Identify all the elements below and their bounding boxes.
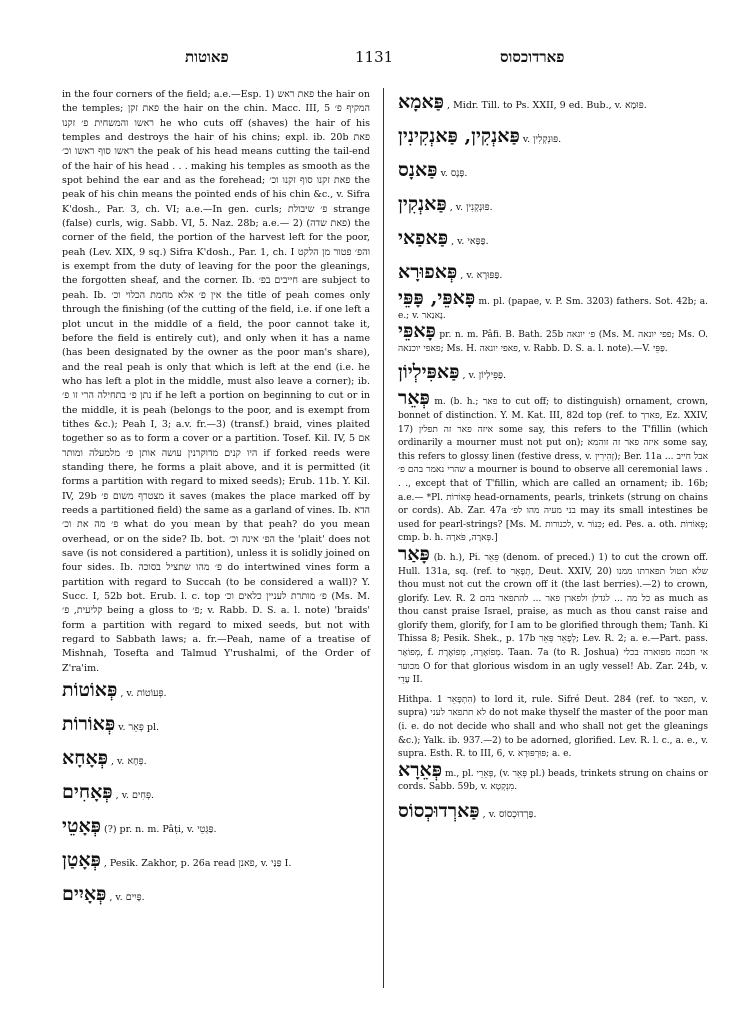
entry [398,320,708,356]
headword: פְּאָטַן [62,849,101,872]
entry [398,797,708,829]
headword: פְּאָחָא [62,747,108,770]
entry [62,744,370,776]
entry [398,122,708,154]
entry-text: m., pl. פְּאֵרֵי, (v. פְּאֵר pl.) beads, trinkets strung on chains or cords. Sabb. 59b, v. מִנְקְטָא. [398,768,708,793]
page-header [0,48,750,70]
entry [398,287,709,323]
entry-text: , v. פּוּנְקְנִין. [449,202,493,213]
headword: פָּאַר [398,542,430,565]
headword: פַּאנָס [398,159,438,181]
headword: פַּאמָא [398,91,444,113]
headword: פַּאפִּילְיוֹן [398,361,460,384]
headword: פְּאוֹרוֹת [62,713,116,736]
right-column [398,88,708,831]
entry-text: m. pl. (papae, v. P. Sm. 3203) fathers. Sot. 42b; a. e.; v. נָאנַאר. [398,297,709,321]
entry-text: Hithpa. הִתְפָּאֵר 1) to lord it, rule. Sifré Deut. 284 (ref. to תפאר, v. supra) לא תתפאר לעני do not make thyself the master of the poor man (i. e. do not decide who shall and who shall not get the gleanings &c.); Yalk. ib. 937.—2) to be adorned, glorified. Lev. R. l. c., a. e., v. supra. Esth. R. to III, 6, v. פּוּרְפּוּרָא; a. e. [398,694,708,760]
running-head-left: פארדוכסוס [500,48,565,66]
entry [398,156,708,188]
entry-text: v. פּוּנְקְלִין. [522,134,562,145]
headword: פְּאפוּרָא [398,261,458,283]
entry [62,880,370,912]
entry [62,778,370,810]
entry-text: (?) pr. n. m. Pâṭi, v. פַּגְּטֵי. [104,824,217,836]
entry-peah-continuation: in the four corners of the field; a.e.—Esp. 1) פאת ראש the hair on the temples; פאת זקן the hair on the chin. Macc. III, 5 המקיף פ׳ ראשו והמשחית פ׳ זקנו he who cuts off (shaves) the hair of his temples and destroys the hair of his chins; expl. ib. 20b פאת ראשו סוף ראשו וכ׳ the peak of his head means cutting the tail-end of the hair of his head . . . making his temples as smooth as the spot behind the ear and as the forehead; פאת זקנו סוף זקנו וכ׳ the peak of his chin means the pointed ends of his chin &c., v. Sifra K'dosh., Par. 3, ch. VI; a.e.—In gen. curls; פ׳ שיבולת strange (false) curls, wig. Sabb. VI, 5. Naz. 28b; a.e.— 2) (פאת שדה) the corner of the field, the portion of the harvest left for the poor, peah (Lev. XIX, 9 sq.) Sifra K'dosh., Par. 1, ch. I והפ׳ פטור מן הלקט is exempt from the duty of leaving for the poor the gleanings, the forgotten sheaf, and the corner. Ib. חייבים בפ׳ are subject to peah. Ib. אין פ׳ אלא מחמת הכלוי וכ׳ the title of peah comes only through the finishing (of the cutting of the field, i.e. if one left a plot uncut in the middle of a field, the poor cannot take it, before the field is entirely cut), and only when it has a name (has been designated by the owner as the poor man's share), and the real peah is only that which is left at the end (i.e. he who has left a plot in the middle, must also leave a corner); ib. נתן פ׳ בתחילה הרי זו פ׳ if he left a portion on beginning to cut or in the middle, it is peah (belongs to the poor, and is exempt from tithes &c.); Peah I, 3; a.v. fr.—3) (transf.) braid, vines plaited together so as to form a cover or a partition. Tosef. Kil. IV, 5 אם היו קנים מדוקרנין עושה אותן פ׳ מלמעלה ומותר if forked reeds were standing there, he forms a plait above, and it is permitted (it forms a partition with regard to mixed seeds); Erub. 11b. Y. Kil. IV, 29b מצטרף משום פ׳ it saves (makes the place marked off by reeds a partitioned field) the same as a garland of vines. Ib. הדא פ׳ מה את וכ׳ what do you mean by that peah? do you mean overhead, or on the side? Ib. bot. הפ׳ אינה וכ׳ the 'plait' does not save (is not considered a partition), unless it is solidly joined on four sides. Ib. פ׳ מהו שתציל בסוכה do intertwined vines form a partition with regard to Succah (to be considered a wall)? Y. Succ. I, 52b bot. Erub. l. c. top פ׳ מותרת לעניין כלאים וכ׳ (Ms. M. קליעית, פ׳ being a gloss to פ׳; v. Rabb. D. S. a. l. note) 'braids' form a partition with regard to mixed seeds, but not with regard to Sabbath laws; a. fr.—Peah, name of a treatise of Mishnah, Tosefta and Talmud Y'rushalmi, of the Order of Z'ra'im. [62,89,371,674]
headword: פַּארְדוּכְסוֹס [398,800,480,822]
column-divider [383,88,384,988]
headword: פְּאָחִים [62,781,113,804]
entry-text: , Pesik. Zakhor, p. 26a read פאנן, v. פַּנַּי I. [103,858,292,870]
entry-text: , v. פַּפִּילְיוֹן. [462,370,507,382]
entry-text: (b. h.), Pi. פֵּאֵר (denom. of preced.) 1) to cut the crown off. Hull. 131a, sq. (ref. to תְפָאֵר, Deut. XXIV, 20) שלא תטול תפארתו ממנו thou must not cut the crown off it (the last berries).—2) to crown, glorify. Lev. R. 2 כל מה ... לגדלן ולפארן פאר ... להתפאר בהם as much as thou canst praise Israel, praise, as much as thou canst raise and glorify them, glorify, for I am to be glorified through them; Tanh. Ki Thissa 8; Pesik. Shek., p. 17b לְפָאֵר פְּאֵר; Lev. R. 2; a. e.—Part. pass. מְפוֹאָר, f. מְפוֹאָרָה, מְפוֹאֶרֶת. Taan. 7a (to R. Joshua) אי חכמה מפוארה בכלי מכוער O for that glorious wisdom in an ugly vessel! Ab. Zar. 24b, v. עָדֵי II. [398,552,709,686]
headword: פַּאנְקִין, פַּאנְקִינִין [398,125,520,147]
entry-text: v. פָּנָס. [440,168,468,179]
entry-text: , v. פְּעוֹטוֹת. [120,688,167,700]
entry-text: pr. n. m. Pâfi. B. Bath. 25b פ׳ יונאה (Ms. M. פפי יונאה; Ms. O. פאפי יוכנאה; Ms. H. פאפי יונאה, v. Rabb. D. S. a. l. note).—V. פַּפֵּי. [398,330,708,354]
entry [398,758,708,795]
entry [398,258,708,290]
entry [398,690,708,762]
headword: פַּאפַאי [398,227,449,249]
entry [398,542,709,688]
entry-text: , v. פְּחִים. [115,790,155,802]
headword: פְּאָיִים [62,883,107,906]
entry [398,190,708,222]
entry [398,88,708,120]
headword: פְּאוֹטוֹת [62,679,118,702]
page-number: 1131 [355,48,394,66]
entry-text: m. (b. h.; פאר to cut off; to distinguish) ornament, crown, bonnet of distinction. Y. M. Kat. III, 82d top (ref. to פארך, Ez. XXIV, 17) איזה פאר זה תפלין some say, this refers to the T'fillin (which ordinarily a mourner must not put on); איזה פאר זה זוהמא some say, this refers to glossy linen (festive dress, v. זְהִירִין); Ber. 11a אבל חייב ... שהרי נאמר בהם פ׳ a mourner is bound to observe all ceremonial laws . . ., except that of T'fillin, which are called an ornament; ib. 16b; a.e.— *Pl. פְּאוֹרוֹת head-ornaments, pearls, trinkets (strung on chains or cords). Ab. Zar. 47a בני מעיה מהו לפ׳ may its small intestines be used for pearl-strings? [Ms. M. לכנורות, v. כִּנּוֹר; ed. Pes. a. oth. פְּאוֹרוֹת; cmp. b. h. פְּארָה, פֹּארָה.] [398,397,709,544]
headword: פְּאֵר [398,387,430,410]
entry [398,224,708,256]
headword: פְּאָטֵי [62,815,101,838]
entry-text: , v. פָּיִים. [109,892,145,904]
entry [398,387,709,546]
entry-text: v. פְּאֵר pl. [118,722,160,734]
running-head-right: פאוטות [185,48,229,66]
entry [62,846,370,878]
entry-text: , v. פַּפַּאי. [451,236,489,247]
headword: פַּאנְקִין [398,193,447,215]
entry-text: , Midr. Till. to Ps. XXII, 9 ed. Bub., v. פּוּמָא. [447,100,647,111]
entry-text: , v. פַּפּוּרָא. [460,270,503,281]
headword: פָּאפֵּי, פָּפֵּי [398,287,476,309]
headword: פְּאֵרָא [398,758,443,781]
headword: פָּאפֵּי [398,320,436,343]
entry-text: , v. פְּחָא. [111,756,147,768]
entry [62,676,370,708]
entry [62,812,370,844]
left-column [62,88,370,914]
entry [398,358,708,390]
entry [62,710,370,742]
entry-text: , v. פַּרְדוּכְסוֹס. [482,809,537,820]
